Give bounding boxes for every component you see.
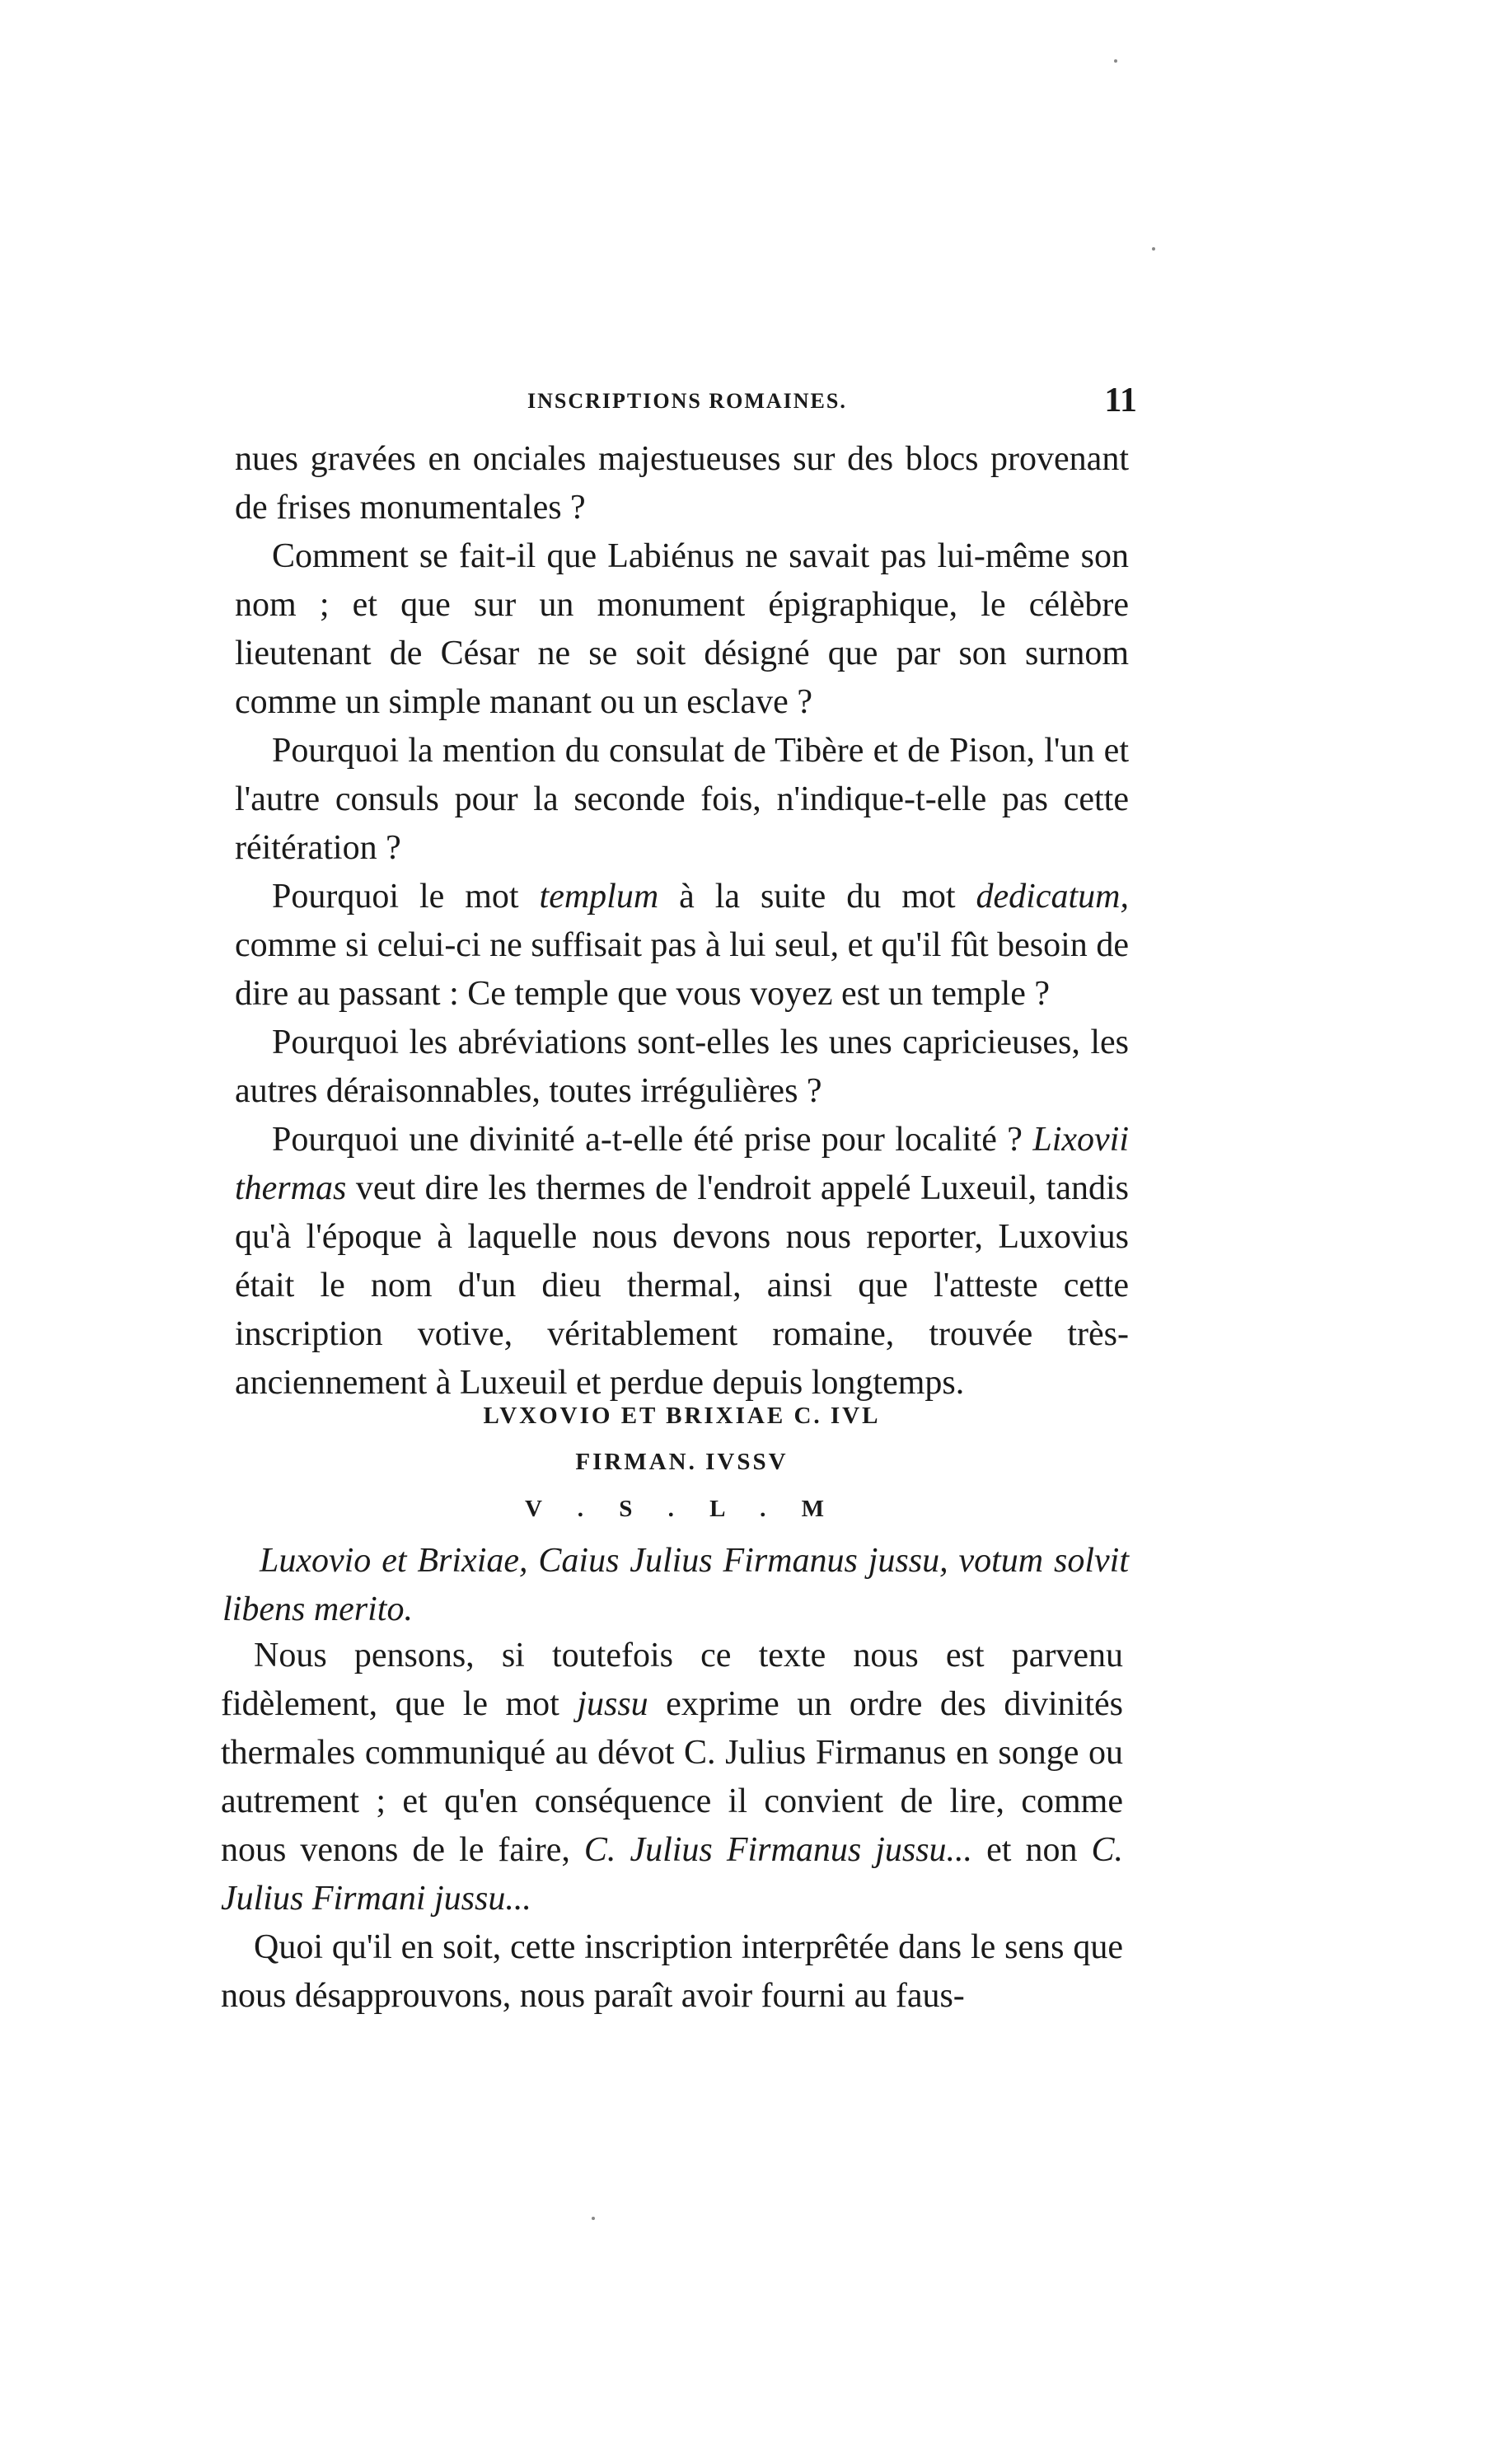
inscription-line-1: LVXOVIO ET BRIXIAE C. IVL: [483, 1403, 881, 1429]
paper-speck: [1152, 247, 1155, 251]
paper-speck: [1114, 59, 1117, 63]
text-run: et non: [972, 1831, 1092, 1869]
inscription-translation: Luxovio et Brixiae, Caius Julius Firmanus jussu, votum solvit libens merito.: [222, 1542, 1129, 1628]
inscription-line-2: FIRMAN. IVSSV: [575, 1449, 789, 1475]
text-run: Pourquoi une divinité a-t-elle été prise pour localité ?: [272, 1121, 1033, 1159]
running-title: INSCRIPTIONS ROMAINES.: [527, 389, 847, 413]
italic-text: jussu: [577, 1685, 648, 1723]
text-run: nues gravées en onciales majestueuses sur des blocs provenant de frises monumentales ?: [235, 440, 1129, 527]
italic-text: C. Julius Firmanus jussu...: [583, 1831, 973, 1869]
text-run: à la suite du mot: [658, 878, 976, 916]
italic-text: templum: [539, 878, 659, 916]
text-run: Nous pensons, si toutefois ce texte nous est parvenu fidèlement, que le mot: [221, 1637, 1123, 1723]
text-run: Pourquoi la mention du consulat de Tibère et de Pison, l'un et l'autre consuls pour la seconde fois, n'indique-t-elle pas cette réitération ?: [235, 732, 1129, 867]
text-run: Quoi qu'il en soit, cette inscription interprêtée dans le sens que nous désapprouvons, nous paraît avoir fourni au faus-: [221, 1928, 1123, 2015]
text-run: Pourquoi les abréviations sont-elles les unes capricieuses, les autres déraisonnables, toutes irrégulières ?: [235, 1023, 1129, 1110]
italic-text: C. Julius Firmani jussu...: [221, 1831, 1123, 1918]
page-number: 11: [1104, 382, 1137, 419]
body-text-continued: [221, 1632, 1123, 2021]
body-text: [235, 435, 1129, 1407]
paragraph: [235, 1019, 1129, 1116]
paragraph: [235, 727, 1129, 873]
text-run: exprime un ordre des divinités thermales communiqué au dévot C. Julius Firmanus en songe ou autrement ; et qu'en conséquence il convient de lire, comme nous venons de le faire,: [221, 1685, 1123, 1869]
italic-text: Lixovii thermas: [235, 1121, 1129, 1207]
italic-text: dedicatum,: [976, 878, 1129, 916]
paragraph: [235, 532, 1129, 727]
text-run: Comment se fait-il que Labiénus ne savait pas lui-même son nom ; et que sur un monument épigraphique, le célèbre lieutenant de César ne se soit désigné que par son surnom comme un simple manant ou un esclave ?: [235, 537, 1129, 721]
paper-speck: [592, 2217, 595, 2220]
running-head: [239, 381, 1137, 430]
text-run: Pourquoi le mot: [272, 878, 540, 916]
text-run: veut dire les thermes de l'endroit appelé Luxeuil, tandis qu'à l'époque à laquelle nous devons nous reporter, Luxovius était le nom d'un dieu thermal, ainsi que l'atteste cette inscription votive, véritablement romaine, trouvée très-anciennement à Luxeuil et perdue depuis longtemps.: [235, 1169, 1129, 1402]
text-run: comme si celui-ci ne suffisait pas à lui seul, et qu'il fût besoin de dire au passant : Ce temple que vous voyez est un temple ?: [235, 926, 1129, 1013]
paragraph: [221, 1632, 1123, 1923]
paragraph: [235, 435, 1129, 532]
paragraph: [235, 1116, 1129, 1407]
paragraph: [221, 1923, 1123, 2021]
inscription-line-3: V . S . L . M: [525, 1496, 839, 1522]
paragraph: [235, 873, 1129, 1019]
